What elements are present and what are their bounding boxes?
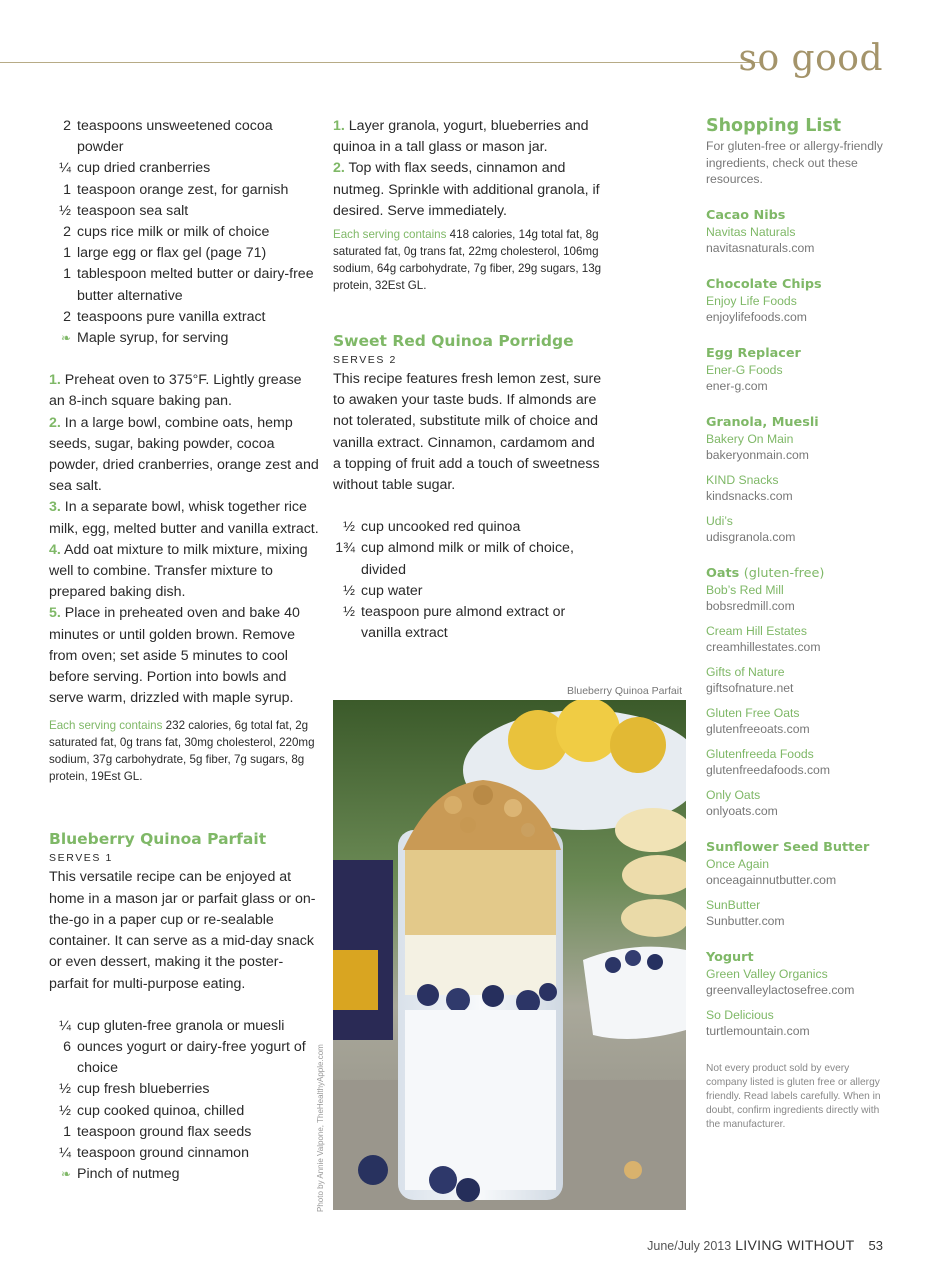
recipe-title: Sweet Red Quinoa Porridge — [333, 332, 574, 351]
category-label: Granola, Muesli — [706, 414, 819, 430]
ingredient-item — [333, 602, 603, 644]
category-name — [706, 414, 886, 431]
ingredient-text: cup almond milk or milk of choice, divided — [361, 540, 574, 578]
ingredient-qty: 1 — [63, 245, 71, 262]
vendor-brand: Navitas Naturals — [706, 224, 796, 239]
vendor-entry — [706, 362, 886, 395]
category-label: Yogurt — [706, 949, 754, 965]
vendor-entry — [706, 431, 886, 464]
column-left — [49, 116, 321, 1185]
ingredient-item — [49, 158, 321, 179]
vendor-brand: So Delicious — [706, 1007, 774, 1022]
ingredient-qty: 2 — [63, 224, 71, 241]
shopping-categories — [706, 207, 886, 1040]
ingredient-item — [49, 1079, 321, 1100]
nutrition-lead: Each serving contains — [333, 228, 447, 242]
category-name — [706, 949, 886, 966]
vendor-url: enjoylifefoods.com — [706, 310, 807, 324]
vendor-entry — [706, 513, 886, 546]
step-text: In a separate bowl, whisk together rice milk, egg, melted butter and vanilla extract. — [49, 499, 319, 537]
ingredient-item — [49, 222, 321, 243]
recipe-parfait — [49, 830, 321, 1185]
magazine-name: LIVING WITHOUT — [735, 1237, 855, 1253]
vendor-entry — [706, 623, 886, 656]
vendor-brand: Only Oats — [706, 787, 761, 802]
serves-label: SERVES 2 — [333, 354, 397, 367]
ingredient-qty: ½ — [59, 1102, 71, 1119]
ingredient-qty: ½ — [343, 582, 355, 599]
ingredient-qty: ¼ — [59, 160, 71, 177]
parfait-illustration — [333, 700, 686, 1210]
nutrition-lead: Each serving contains — [49, 719, 163, 733]
vendor-url: bakeryonmain.com — [706, 448, 809, 462]
vendor-brand: Glutenfreeda Foods — [706, 746, 814, 761]
step-text: Top with flax seeds, cinnamon and nutmeg. Sprinkle with additional granola, if desired. Serve immediately. — [333, 160, 600, 219]
category-label: Egg Replacer — [706, 345, 801, 361]
ingredient-text: teaspoon pure almond extract or vanilla extract — [361, 604, 566, 642]
ingredient-text: teaspoon ground cinnamon — [77, 1144, 249, 1161]
ingredient-item — [49, 1037, 321, 1079]
ingredient-qty: 6 — [63, 1038, 71, 1055]
ingredient-item — [49, 1164, 321, 1185]
vendor-entry — [706, 664, 886, 697]
nutrition-values: 418 calories, 14g total fat, 8g saturated fat, 0g trans fat, 22mg cholesterol, 106mg sodium, 64g carbohydrate, 7g fiber, 29g sugars, 13g protein, 32Est GL. — [333, 228, 602, 293]
ingredient-item — [49, 201, 321, 222]
ingredient-text: teaspoon sea salt — [77, 202, 189, 219]
step-text: Preheat oven to 375°F. Lightly grease an 8-inch square baking pan. — [49, 372, 302, 410]
direction-step — [333, 116, 603, 158]
vendor-url: onlyoats.com — [706, 804, 778, 818]
ingredient-text: cups rice milk or milk of choice — [77, 224, 270, 241]
category-label: Cacao Nibs — [706, 207, 786, 223]
vendor-brand: Bob’s Red Mill — [706, 582, 784, 597]
ingredient-text: large egg or flax gel (page 71) — [77, 245, 267, 262]
ingredient-text: Pinch of nutmeg — [77, 1166, 180, 1183]
step-text: In a large bowl, combine oats, hemp seeds, sugar, baking powder, cocoa powder, dried cranberries, orange zest and sea salt. — [49, 414, 319, 495]
ingredient-text: cup fresh blueberries — [77, 1081, 210, 1098]
ingredient-qty: ½ — [59, 1081, 71, 1098]
recipe-intro: This recipe features fresh lemon zest, sure to awaken your taste buds. If almonds are not tolerated, substitute milk of choice and vanilla extract. Cinnamon, cardamom and a topping of fruit add a touch of sweetness without table sugar. — [333, 371, 602, 494]
recipe-intro: This versatile recipe can be enjoyed at home in a mason jar or parfait glass or on-the-go in a paper cup or re-sealable container. It can serve as a mid-day snack or even dessert, making it the poster-parfait for multi-purpose eating. — [49, 869, 316, 992]
vendor-url: bobsredmill.com — [706, 599, 795, 613]
direction-step — [49, 370, 321, 412]
ingredient-text: cup dried cranberries — [77, 160, 211, 177]
section-title: so good — [738, 38, 883, 79]
nutrition-info — [49, 717, 321, 785]
step-number: 4. — [49, 541, 61, 558]
step-number: 5. — [49, 605, 61, 622]
step-number: 2. — [333, 160, 345, 177]
header-rule — [0, 62, 760, 63]
step-text: Layer granola, yogurt, blueberries and quinoa in a tall glass or mason jar. — [333, 118, 589, 156]
ingredient-qty: ¼ — [59, 1017, 71, 1034]
ingredient-item — [49, 307, 321, 328]
ingredient-item — [49, 180, 321, 201]
vendor-entry — [706, 293, 886, 326]
step-number: 2. — [49, 414, 61, 431]
vendor-entry — [706, 582, 886, 615]
issue-date: June/July 2013 — [647, 1239, 732, 1253]
vendor-entry — [706, 472, 886, 505]
nutrition-values: 232 calories, 6g total fat, 2g saturated fat, 0g trans fat, 30mg cholesterol, 220mg sodium, 37g carbohydrate, 5g fiber, 7g sugars, 8g protein, 19Est GL. — [49, 719, 315, 784]
ingredient-qty: 2 — [63, 308, 71, 325]
ingredient-item — [49, 1143, 321, 1164]
direction-step — [333, 158, 603, 222]
ingredient-text: Maple syrup, for serving — [77, 330, 229, 347]
parfait-photo — [333, 700, 686, 1210]
recipe-title: Blueberry Quinoa Parfait — [49, 830, 267, 849]
vendor-brand: Bakery On Main — [706, 431, 794, 446]
vendor-url: giftsofnature.net — [706, 681, 794, 695]
category-name — [706, 207, 886, 224]
vendor-brand: Once Again — [706, 856, 770, 871]
vendor-url: kindsnacks.com — [706, 489, 793, 503]
ingredient-text: ounces yogurt or dairy-free yogurt of choice — [77, 1038, 306, 1077]
ingredient-qty: 1 — [63, 181, 71, 198]
nutrition-info-parfait — [333, 226, 603, 294]
ingredient-qty: ½ — [59, 202, 71, 219]
ingredient-item — [49, 1101, 321, 1122]
category-name — [706, 565, 886, 582]
ingredient-item — [49, 1016, 321, 1037]
ingredient-item — [333, 538, 603, 580]
disclaimer: Not every product sold by every company listed is gluten free or allergy friendly. Read labels carefully. When in doubt, confirm ingredients directly with the manufacturer. — [706, 1062, 881, 1130]
shopping-category — [706, 345, 886, 395]
direction-step — [49, 413, 321, 498]
vendor-url: glutenfreedafoods.com — [706, 763, 830, 777]
category-note: (gluten-free) — [743, 565, 825, 581]
ingredient-text: teaspoons pure vanilla extract — [77, 308, 266, 325]
category-name — [706, 345, 886, 362]
vendor-entry — [706, 705, 886, 738]
category-name — [706, 276, 886, 293]
category-name — [706, 839, 886, 856]
vendor-brand: Ener-G Foods — [706, 362, 783, 377]
ingredient-item — [333, 581, 603, 602]
ingredient-item — [49, 328, 321, 349]
recipe-porridge — [333, 332, 603, 644]
vendor-entry — [706, 966, 886, 999]
ingredient-text: cup cooked quinoa, chilled — [77, 1102, 245, 1119]
ingredient-list-parfait — [49, 1016, 321, 1186]
page-footer — [647, 1237, 883, 1253]
vendor-entry — [706, 1007, 886, 1040]
column-middle — [333, 116, 603, 644]
vendor-entry — [706, 224, 886, 257]
ingredient-item — [49, 116, 321, 158]
step-text: Add oat mixture to milk mixture, mixing well to combine. Transfer mixture to prepared baking dish. — [49, 541, 308, 601]
ingredient-item — [333, 517, 603, 538]
vendor-url: creamhillestates.com — [706, 640, 821, 654]
ingredient-text: cup gluten-free granola or muesli — [77, 1017, 285, 1034]
ingredient-qty: 1 — [63, 1123, 71, 1140]
shopping-category — [706, 839, 886, 930]
direction-step — [49, 497, 321, 539]
photo-credit: Photo by Annie Valpone, TheHealthyApple.com — [316, 1044, 325, 1212]
category-label: Sunflower Seed Butter — [706, 839, 870, 855]
shopping-list-intro: For gluten-free or allergy-friendly ingredients, check out these resources. — [706, 139, 883, 186]
direction-step — [49, 540, 321, 604]
vendor-brand: KIND Snacks — [706, 472, 779, 487]
ingredient-qty: 2 — [63, 118, 71, 134]
vendor-url: udisgranola.com — [706, 530, 796, 544]
shopping-category — [706, 207, 886, 257]
category-label: Chocolate Chips — [706, 276, 822, 292]
ingredient-text: teaspoons unsweetened cocoa powder — [77, 118, 273, 156]
ingredient-qty: ½ — [343, 604, 355, 621]
step-text: Place in preheated oven and bake 40 minutes or until golden brown. Remove from oven; set aside 5 minutes to cool before serving. Portion into bowls and serve warm, drizzled with maple syrup. — [49, 605, 300, 707]
vendor-entry — [706, 856, 886, 889]
ingredient-qty: ¼ — [59, 1144, 71, 1161]
shopping-category — [706, 276, 886, 326]
ingredient-text: cup water — [361, 582, 423, 599]
ingredient-text: teaspoon orange zest, for garnish — [77, 181, 289, 198]
vendor-brand: Green Valley Organics — [706, 966, 828, 981]
vendor-entry — [706, 897, 886, 930]
vendor-brand: Enjoy Life Foods — [706, 293, 797, 308]
ingredient-item — [49, 264, 321, 306]
vendor-brand: Cream Hill Estates — [706, 623, 807, 638]
vendor-brand: SunButter — [706, 897, 761, 912]
parfait-directions — [333, 116, 603, 222]
vendor-brand: Gluten Free Oats — [706, 705, 800, 720]
vendor-entry — [706, 787, 886, 820]
ingredient-text: tablespoon melted butter or dairy-free butter alternative — [77, 266, 314, 304]
shopping-list — [706, 116, 886, 1132]
vendor-url: glutenfreeoats.com — [706, 722, 810, 736]
vendor-url: ener-g.com — [706, 379, 768, 393]
vendor-url: Sunbutter.com — [706, 914, 785, 928]
ingredient-list-porridge — [333, 517, 603, 644]
serves-label: SERVES 1 — [49, 852, 113, 865]
vendor-url: turtlemountain.com — [706, 1024, 810, 1038]
vendor-url: onceagainnutbutter.com — [706, 873, 837, 887]
ingredient-qty: 1 — [63, 266, 71, 283]
vendor-brand: Gifts of Nature — [706, 664, 785, 679]
ingredient-item — [49, 243, 321, 264]
shopping-category — [706, 414, 886, 546]
leaf-bullet-icon: ❧ — [60, 1167, 71, 1182]
direction-step — [49, 603, 321, 709]
shopping-category — [706, 949, 886, 1040]
photo-caption: Blueberry Quinoa Parfait — [567, 685, 682, 697]
vendor-url: navitasnaturals.com — [706, 241, 815, 255]
ingredient-text: cup uncooked red quinoa — [361, 519, 521, 536]
vendor-entry — [706, 746, 886, 779]
category-label: Oats — [706, 565, 740, 581]
step-number: 1. — [333, 118, 345, 134]
shopping-category — [706, 565, 886, 820]
directions-list — [49, 370, 321, 709]
ingredient-qty: 1¾ — [335, 540, 355, 557]
vendor-brand: Udi’s — [706, 513, 733, 528]
ingredient-text: teaspoon ground flax seeds — [77, 1123, 252, 1140]
ingredient-qty: ½ — [343, 519, 355, 536]
step-number: 1. — [49, 372, 61, 389]
page-number: 53 — [868, 1238, 883, 1253]
leaf-bullet-icon: ❧ — [60, 331, 71, 346]
ingredient-item — [49, 1122, 321, 1143]
shopping-list-title: Shopping List — [706, 116, 842, 136]
vendor-url: greenvalleylactosefree.com — [706, 983, 855, 997]
step-number: 3. — [49, 499, 61, 516]
ingredient-list-top — [49, 116, 321, 349]
